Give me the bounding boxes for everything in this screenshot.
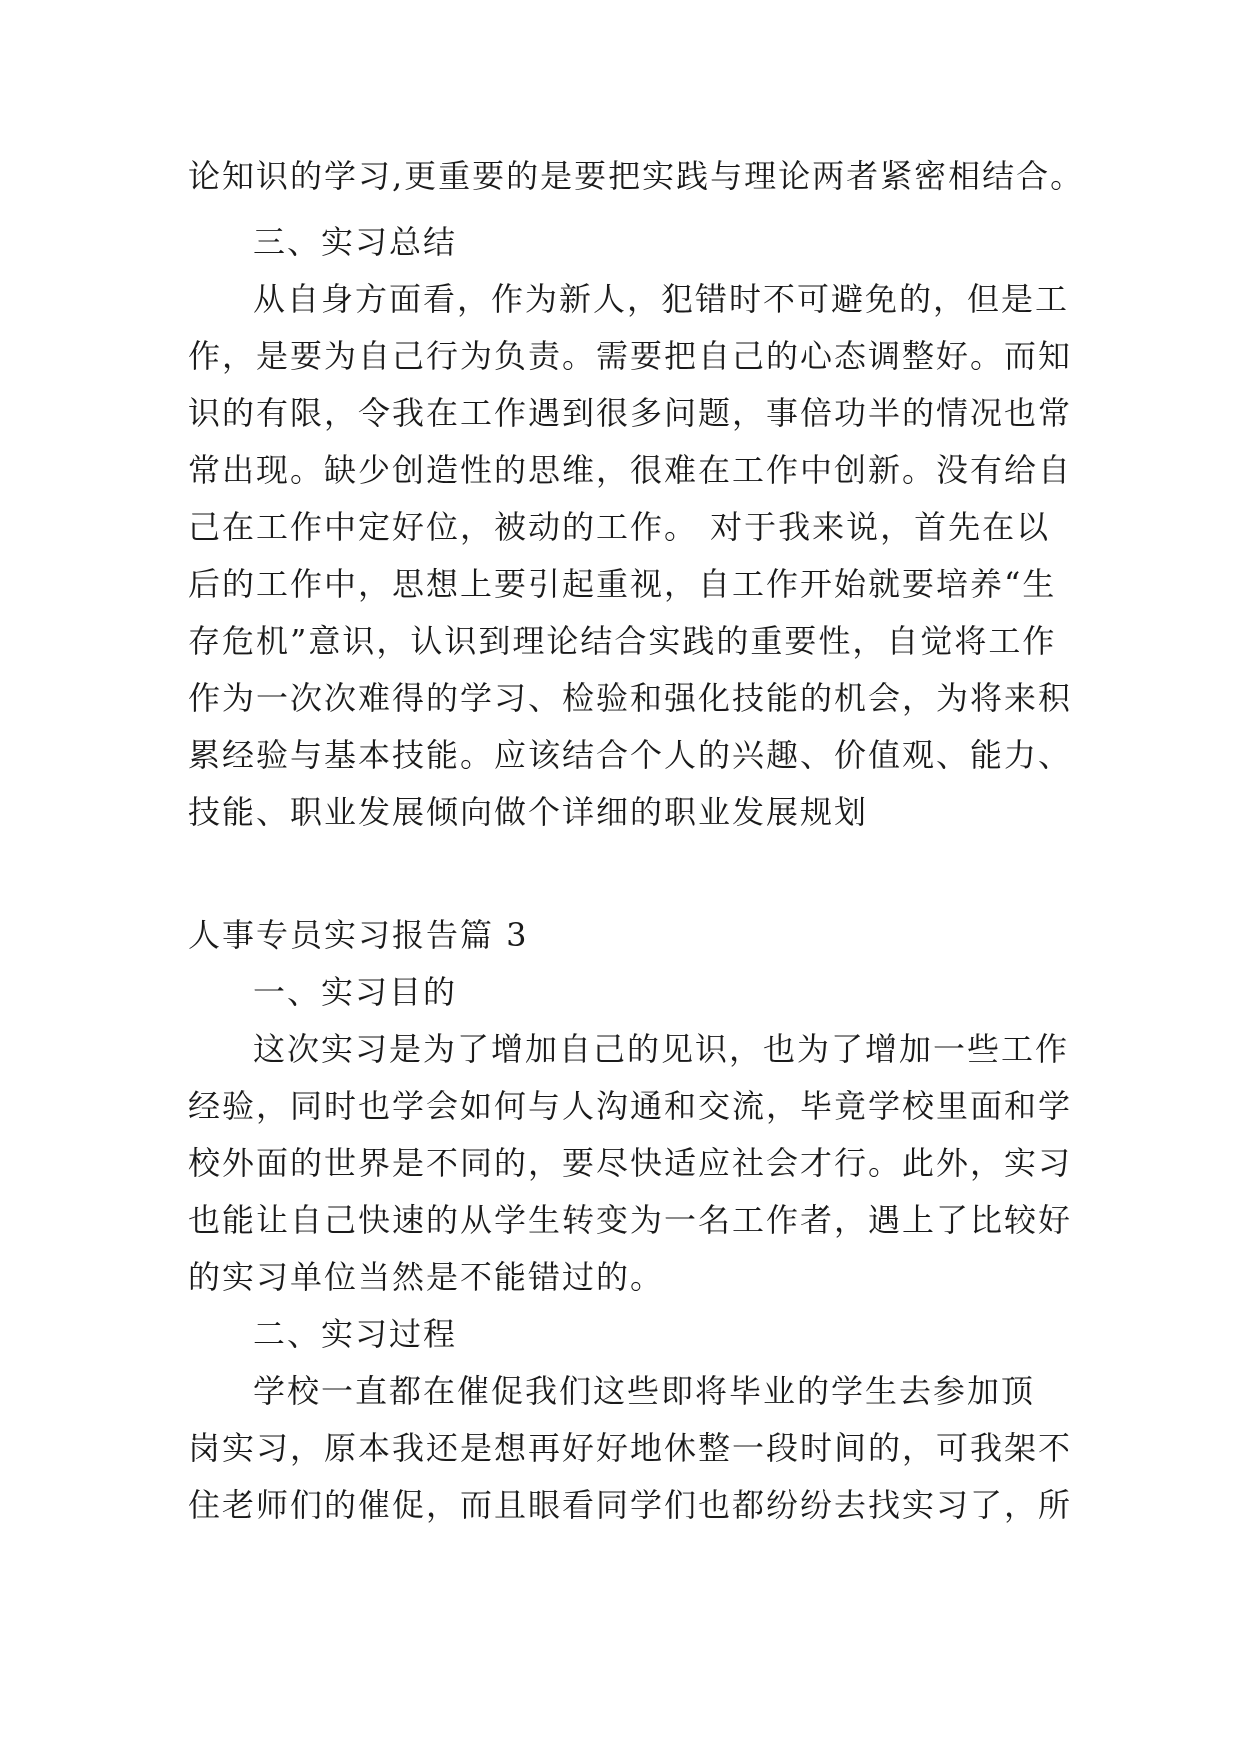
text-line: 经验，同时也学会如何与人沟通和交流，毕竟学校里面和学 [188,1087,1073,1125]
text-line: 后的工作中，思想上要引起重视，自工作开始就要培养“生 [188,565,1057,603]
text-line: 作为一次次难得的学习、检验和强化技能的机会，为将来积 [188,679,1073,717]
text-line: 岗实习，原本我还是想再好好地休整一段时间的，可我架不 [188,1429,1073,1467]
text-line: 常出现。缺少创造性的思维，很难在工作中创新。没有给自 [188,451,1073,489]
text-line: 累经验与基本技能。应该结合个人的兴趣、价值观、能力、 [188,736,1073,774]
text-line: 己在工作中定好位，被动的工作。 对于我来说，首先在以 [188,508,1051,546]
text-line: 的实习单位当然是不能错过的。 [188,1258,665,1296]
text-line: 从自身方面看，作为新人，犯错时不可避免的，但是工 [253,280,1070,318]
document-title: 人事专员实习报告篇 3 [188,916,529,954]
text-line: 学校一直都在催促我们这些即将毕业的学生去参加顶 [253,1372,1036,1410]
text-line: 作，是要为自己行为负责。需要把自己的心态调整好。而知 [188,337,1073,375]
section-heading: 二、实习过程 [253,1315,458,1353]
text-line: 这次实习是为了增加自己的见识，也为了增加一些工作 [253,1030,1070,1068]
text-line: 技能、职业发展倾向做个详细的职业发展规划 [188,793,869,831]
text-line: 论知识的学习,更重要的是要把实践与理论两者紧密相结合。 [188,157,1085,195]
text-line: 存危机”意识，认识到理论结合实践的重要性，自觉将工作 [188,622,1057,660]
section-heading: 三、实习总结 [253,223,458,261]
section-heading: 一、实习目的 [253,973,458,1011]
text-line: 也能让自己快速的从学生转变为一名工作者，遇上了比较好 [188,1201,1073,1239]
text-line: 识的有限，令我在工作遇到很多问题，事倍功半的情况也常 [188,394,1073,432]
text-line: 住老师们的催促，而且眼看同学们也都纷纷去找实习了，所 [188,1486,1073,1524]
text-line: 校外面的世界是不同的，要尽快适应社会才行。此外，实习 [188,1144,1073,1182]
